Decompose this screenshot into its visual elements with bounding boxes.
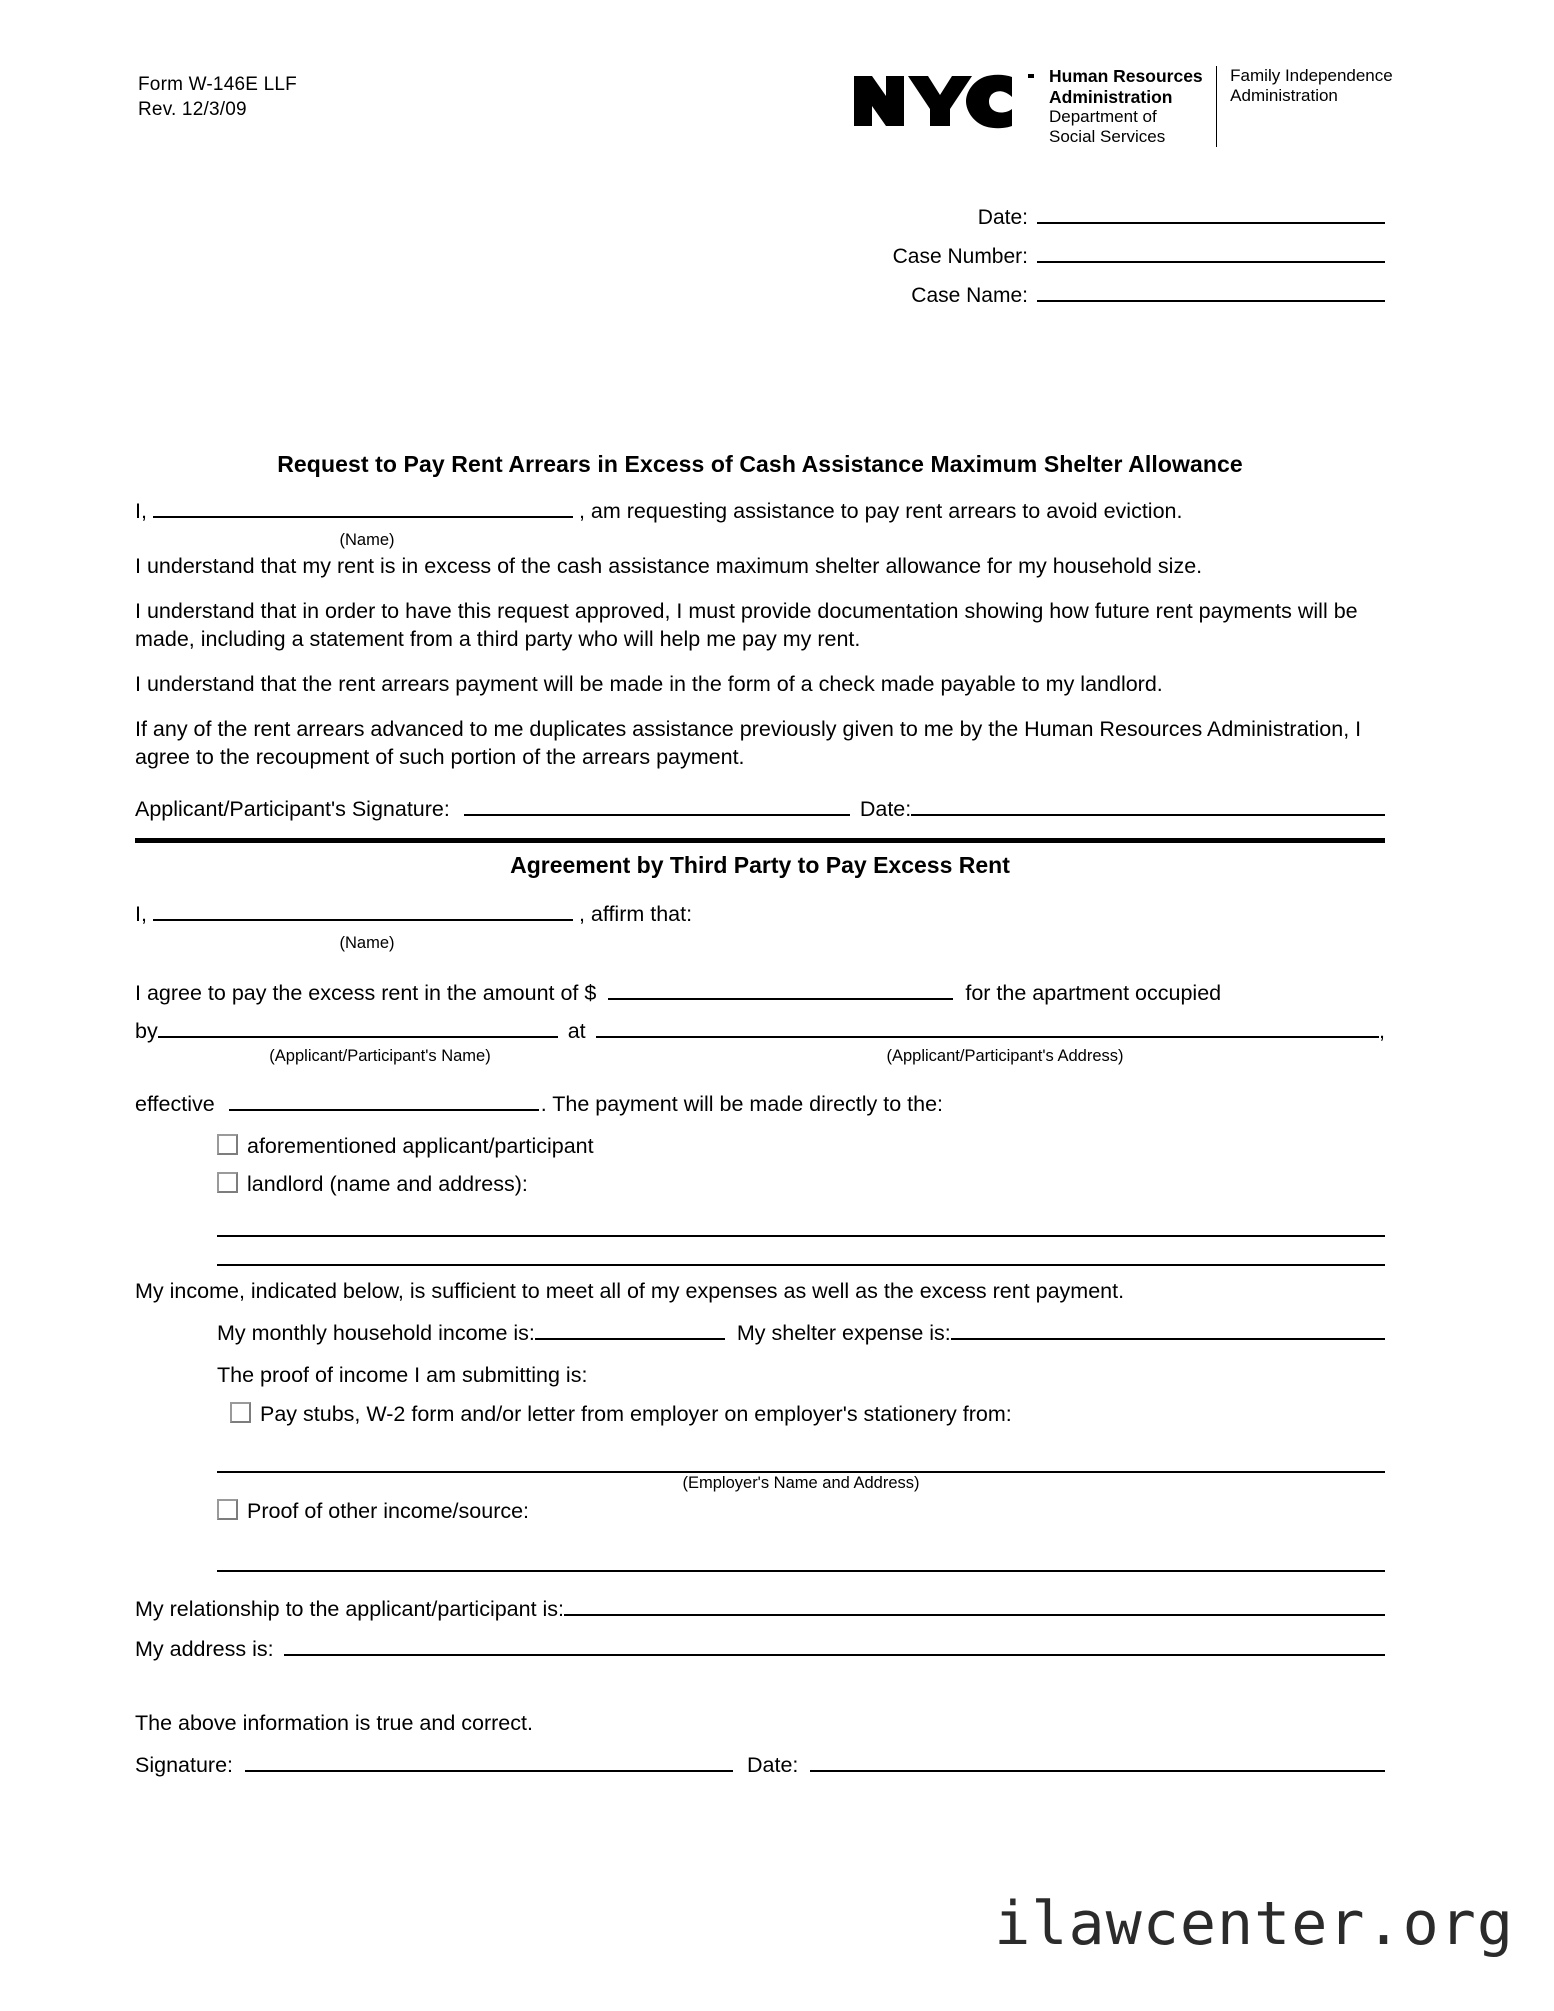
case-name-row	[840, 283, 1385, 308]
payee-applicant-label: aforementioned applicant/participant	[247, 1134, 594, 1159]
effective-label: effective	[135, 1092, 215, 1117]
occupant-address-input[interactable]	[596, 1019, 1379, 1038]
applicant-signature-row	[135, 796, 1385, 824]
excess-rent-amount-input[interactable]	[608, 981, 953, 1000]
truth-statement: The above information is true and correct.	[135, 1711, 533, 1736]
shelter-expense-label: My shelter expense is:	[736, 1321, 951, 1346]
amount-suffix: for the apartment occupied	[965, 981, 1222, 1006]
third-party-name-caption: (Name)	[339, 933, 395, 952]
affirm-suffix: , affirm that:	[578, 901, 693, 926]
third-party-date-label: Date:	[747, 1753, 799, 1778]
third-party-address-input[interactable]	[284, 1637, 1385, 1656]
agency-logo	[852, 62, 1393, 147]
effective-suffix: . The payment will be made directly to the:	[540, 1092, 944, 1117]
payee-applicant-option[interactable]	[217, 1132, 1385, 1161]
effective-date-row	[135, 1091, 1385, 1119]
other-income-line[interactable]	[217, 1570, 1385, 1572]
applicant-signature-input[interactable]	[464, 797, 850, 816]
dss-line-2: Social Services	[1049, 127, 1166, 147]
case-name-label: Case Name:	[911, 284, 1028, 307]
at-label: at	[567, 1019, 586, 1044]
section-title-third-party: Agreement by Third Party to Pay Excess Rent	[510, 851, 1010, 878]
intro-prefix: I,	[135, 498, 147, 523]
form-number: Form W-146E LLF	[138, 74, 297, 95]
relationship-input[interactable]	[564, 1597, 1385, 1616]
third-party-address-row	[135, 1636, 1385, 1664]
third-party-name-input[interactable]	[153, 902, 573, 921]
understanding-paragraph-1: I understand that my rent is in excess of the cash assistance maximum shelter allowance for my household size.	[135, 554, 1203, 579]
proof-paystubs-option[interactable]	[230, 1400, 1385, 1429]
fia-block	[1230, 66, 1393, 147]
employer-caption: (Employer's Name and Address)	[682, 1473, 920, 1492]
proof-other-income-option[interactable]	[217, 1497, 1385, 1526]
case-number-label: Case Number:	[892, 245, 1028, 268]
understanding-paragraph-3: I understand that the rent arrears payment will be made in the form of a check made payable to my landlord.	[135, 672, 1163, 697]
case-number-input[interactable]	[1037, 244, 1385, 263]
relationship-row	[135, 1596, 1385, 1624]
agency-logo-text	[1049, 62, 1393, 147]
applicant-name-caption: (Name)	[339, 530, 395, 549]
payee-landlord-label: landlord (name and address):	[247, 1172, 528, 1197]
understanding-paragraph-2: I understand that in order to have this request approved, I must provide documentation showing how future rent payments will be made, including a statement from a third party who will help me pay my rent.	[135, 599, 1358, 652]
form-revision: Rev. 12/3/09	[138, 99, 247, 121]
checkbox-icon[interactable]	[217, 1499, 238, 1520]
checkbox-icon[interactable]	[230, 1402, 251, 1423]
third-party-address-label: My address is:	[135, 1637, 274, 1662]
apartment-occupant-row	[135, 1018, 1385, 1046]
case-name-input[interactable]	[1037, 283, 1385, 302]
intro-suffix: , am requesting assistance to pay rent arrears to avoid eviction.	[578, 498, 1183, 523]
logo-divider	[1216, 66, 1218, 147]
monthly-income-label: My monthly household income is:	[217, 1321, 535, 1346]
proof-paystubs-label: Pay stubs, W-2 form and/or letter from employer on employer's stationery from:	[260, 1402, 1012, 1427]
dss-line-1: Department of	[1049, 107, 1157, 127]
applicant-signature-label: Applicant/Participant's Signature:	[135, 796, 450, 821]
apartment-occupant-captions	[135, 1046, 1385, 1067]
third-party-name-row	[135, 901, 1385, 929]
fia-line-1: Family Independence	[1230, 66, 1393, 85]
monthly-income-input[interactable]	[535, 1321, 725, 1340]
third-party-signature-label: Signature:	[135, 1753, 234, 1778]
hra-block	[1049, 66, 1216, 147]
nyc-logo-icon	[852, 68, 1040, 134]
form-identifier	[138, 72, 297, 122]
income-sufficiency-statement: My income, indicated below, is sufficient to meet all of my expenses as well as the excess rent payment.	[135, 1279, 1125, 1304]
applicant-signature-date-input[interactable]	[911, 797, 1385, 816]
amount-prefix: I agree to pay the excess rent in the amount of $	[135, 981, 597, 1006]
excess-rent-amount-row	[135, 980, 1385, 1008]
shelter-expense-input[interactable]	[951, 1321, 1385, 1340]
case-date-row	[840, 205, 1385, 230]
hra-line-1: Human Resources	[1049, 66, 1203, 86]
applicant-name-input[interactable]	[153, 499, 573, 518]
occupant-name-caption: (Applicant/Participant's Name)	[269, 1046, 491, 1065]
proof-other-income-label: Proof of other income/source:	[247, 1499, 530, 1524]
income-amounts-row	[217, 1320, 1385, 1348]
by-label: by	[135, 1019, 158, 1044]
date-input[interactable]	[1037, 205, 1385, 224]
third-party-signature-row	[135, 1752, 1385, 1780]
applicant-signature-date-label: Date:	[859, 796, 912, 821]
effective-date-input[interactable]	[229, 1092, 539, 1111]
hra-line-2: Administration	[1049, 86, 1173, 107]
occupant-name-input[interactable]	[158, 1019, 558, 1038]
fia-line-2: Administration	[1230, 86, 1338, 106]
form-body	[135, 450, 1385, 1780]
section-divider	[135, 838, 1385, 843]
third-party-date-input[interactable]	[810, 1753, 1385, 1772]
landlord-address-line-1[interactable]	[217, 1235, 1385, 1237]
third-party-signature-input[interactable]	[245, 1753, 733, 1772]
occupant-address-caption: (Applicant/Participant's Address)	[886, 1046, 1124, 1065]
proof-of-income-intro: The proof of income I am submitting is:	[217, 1363, 588, 1388]
applicant-name-row	[135, 498, 1385, 526]
landlord-address-line-2[interactable]	[217, 1264, 1385, 1266]
recoupment-paragraph: If any of the rent arrears advanced to me duplicates assistance previously given to me by the Human Resources Administration, I agree to the recoupment of such portion of the arrears payment.	[135, 717, 1362, 769]
row-trailing-comma: ,	[1379, 1019, 1385, 1044]
payee-landlord-option[interactable]	[217, 1170, 1385, 1199]
watermark: ilawcenter.org	[994, 1889, 1514, 1959]
affirm-prefix: I,	[135, 901, 147, 926]
case-number-row	[840, 244, 1385, 269]
checkbox-icon[interactable]	[217, 1172, 238, 1193]
case-info-block	[840, 205, 1385, 322]
date-label: Date:	[977, 206, 1028, 229]
page-title: Request to Pay Rent Arrears in Excess of Cash Assistance Maximum Shelter Allowance	[277, 451, 1243, 477]
relationship-label: My relationship to the applicant/participant is:	[135, 1597, 565, 1622]
checkbox-icon[interactable]	[217, 1134, 238, 1155]
